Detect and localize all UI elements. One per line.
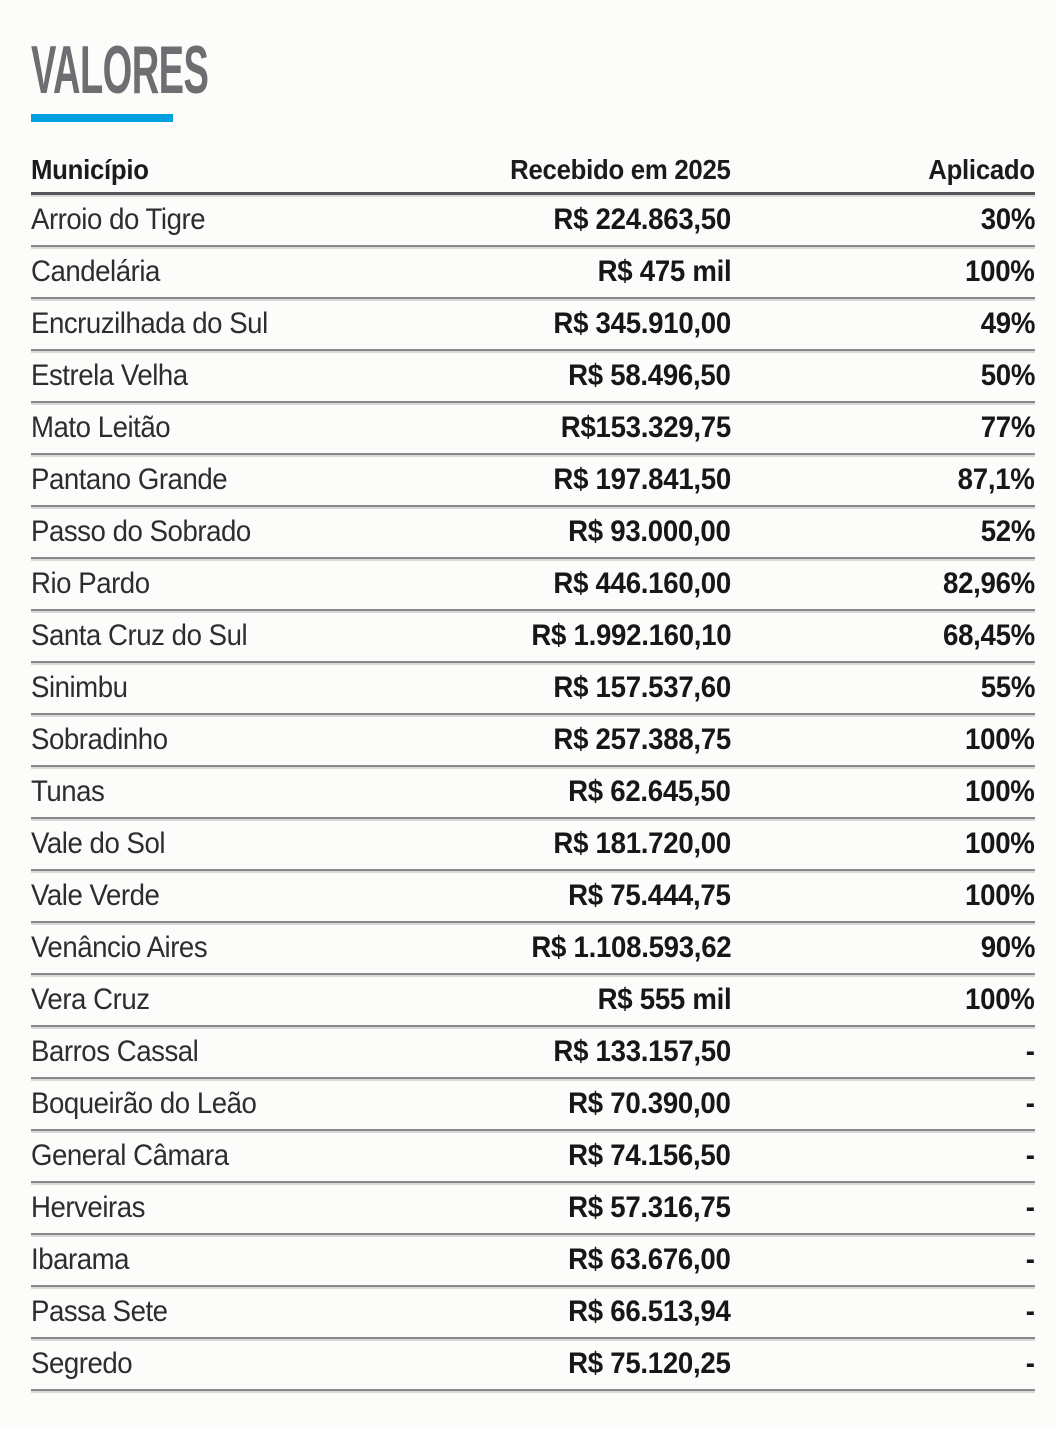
municipio-cell: Vera Cruz bbox=[31, 983, 150, 1016]
recebido-cell: R$ 70.390,00 bbox=[568, 1087, 731, 1120]
aplicado-cell: 87,1% bbox=[958, 463, 1035, 496]
municipio-cell: Vale do Sol bbox=[31, 827, 166, 860]
recebido-cell: R$ 66.513,94 bbox=[568, 1295, 731, 1328]
recebido-cell: R$ 181.720,00 bbox=[553, 827, 731, 860]
municipio-cell: Santa Cruz do Sul bbox=[31, 619, 248, 652]
recebido-cell: R$ 1.992.160,10 bbox=[531, 619, 731, 652]
table-row bbox=[31, 351, 1035, 403]
column-header-municipio: Município bbox=[31, 154, 149, 185]
table-row bbox=[31, 923, 1035, 975]
recebido-cell: R$ 58.496,50 bbox=[568, 359, 731, 392]
table-row bbox=[31, 871, 1035, 923]
page-title: VALORES bbox=[31, 32, 209, 108]
table-row bbox=[31, 1339, 1035, 1391]
municipio-cell: Segredo bbox=[31, 1347, 133, 1380]
municipio-cell: Barros Cassal bbox=[31, 1035, 199, 1068]
table-row bbox=[31, 1287, 1035, 1339]
aplicado-cell: - bbox=[1026, 1035, 1035, 1068]
valores-table bbox=[31, 144, 1035, 1391]
recebido-cell: R$ 1.108.593,62 bbox=[531, 931, 731, 964]
municipio-cell: Vale Verde bbox=[31, 879, 160, 912]
aplicado-cell: - bbox=[1026, 1243, 1035, 1276]
table-row bbox=[31, 975, 1035, 1027]
table-row bbox=[31, 1183, 1035, 1235]
table-row bbox=[31, 299, 1035, 351]
municipio-cell: Encruzilhada do Sul bbox=[31, 307, 268, 340]
aplicado-cell: 100% bbox=[965, 983, 1035, 1016]
aplicado-cell: - bbox=[1026, 1087, 1035, 1120]
table-row bbox=[31, 403, 1035, 455]
table-row bbox=[31, 767, 1035, 819]
table-row bbox=[31, 1131, 1035, 1183]
table-header-row bbox=[31, 144, 1035, 195]
table-row bbox=[31, 715, 1035, 767]
recebido-cell: R$ 345.910,00 bbox=[553, 307, 731, 340]
municipio-cell: Sinimbu bbox=[31, 671, 128, 704]
recebido-cell: R$ 63.676,00 bbox=[568, 1243, 731, 1276]
recebido-cell: R$ 75.444,75 bbox=[568, 879, 731, 912]
aplicado-cell: - bbox=[1026, 1191, 1035, 1224]
municipio-cell: Tunas bbox=[31, 775, 105, 808]
recebido-cell: R$ 74.156,50 bbox=[568, 1139, 731, 1172]
municipio-cell: Ibarama bbox=[31, 1243, 130, 1276]
aplicado-cell: 90% bbox=[980, 931, 1035, 964]
table-row bbox=[31, 507, 1035, 559]
aplicado-cell: 82,96% bbox=[943, 567, 1035, 600]
municipio-cell: Mato Leitão bbox=[31, 411, 171, 444]
column-header-recebido: Recebido em 2025 bbox=[510, 154, 731, 185]
table-row bbox=[31, 611, 1035, 663]
aplicado-cell: 100% bbox=[965, 775, 1035, 808]
table-row bbox=[31, 247, 1035, 299]
aplicado-cell: 55% bbox=[980, 671, 1035, 704]
municipio-cell: Sobradinho bbox=[31, 723, 168, 756]
municipio-cell: Passa Sete bbox=[31, 1295, 168, 1328]
aplicado-cell: 50% bbox=[980, 359, 1035, 392]
aplicado-cell: - bbox=[1026, 1347, 1035, 1380]
municipio-cell: Arroio do Tigre bbox=[31, 203, 206, 236]
recebido-cell: R$ 197.841,50 bbox=[553, 463, 731, 496]
column-header-aplicado: Aplicado bbox=[928, 154, 1035, 185]
aplicado-cell: 77% bbox=[980, 411, 1035, 444]
municipio-cell: Pantano Grande bbox=[31, 463, 228, 496]
table-row bbox=[31, 663, 1035, 715]
aplicado-cell: 100% bbox=[965, 255, 1035, 288]
aplicado-cell: 100% bbox=[965, 827, 1035, 860]
recebido-cell: R$ 57.316,75 bbox=[568, 1191, 731, 1224]
municipio-cell: Passo do Sobrado bbox=[31, 515, 251, 548]
municipio-cell: Candelária bbox=[31, 255, 160, 288]
recebido-cell: R$ 93.000,00 bbox=[568, 515, 731, 548]
aplicado-cell: 49% bbox=[980, 307, 1035, 340]
recebido-cell: R$ 446.160,00 bbox=[553, 567, 731, 600]
recebido-cell: R$ 555 mil bbox=[597, 983, 731, 1016]
table-row bbox=[31, 559, 1035, 611]
table-row bbox=[31, 1235, 1035, 1287]
recebido-cell: R$ 157.537,60 bbox=[553, 671, 731, 704]
aplicado-cell: - bbox=[1026, 1295, 1035, 1328]
aplicado-cell: 100% bbox=[965, 723, 1035, 756]
aplicado-cell: 68,45% bbox=[943, 619, 1035, 652]
title-underline bbox=[31, 114, 173, 122]
aplicado-cell: 52% bbox=[980, 515, 1035, 548]
municipio-cell: General Câmara bbox=[31, 1139, 229, 1172]
aplicado-cell: 30% bbox=[980, 203, 1035, 236]
recebido-cell: R$ 224.863,50 bbox=[553, 203, 731, 236]
table-row bbox=[31, 1079, 1035, 1131]
municipio-cell: Estrela Velha bbox=[31, 359, 188, 392]
recebido-cell: R$ 75.120,25 bbox=[568, 1347, 731, 1380]
municipio-cell: Boqueirão do Leão bbox=[31, 1087, 257, 1120]
table-row bbox=[31, 455, 1035, 507]
recebido-cell: R$ 133.157,50 bbox=[553, 1035, 731, 1068]
table-row bbox=[31, 819, 1035, 871]
table-row bbox=[31, 1027, 1035, 1079]
municipio-cell: Rio Pardo bbox=[31, 567, 150, 600]
municipio-cell: Venâncio Aires bbox=[31, 931, 208, 964]
recebido-cell: R$153.329,75 bbox=[560, 411, 731, 444]
table-row bbox=[31, 195, 1035, 247]
aplicado-cell: - bbox=[1026, 1139, 1035, 1172]
recebido-cell: R$ 475 mil bbox=[597, 255, 731, 288]
recebido-cell: R$ 257.388,75 bbox=[553, 723, 731, 756]
recebido-cell: R$ 62.645,50 bbox=[568, 775, 731, 808]
aplicado-cell: 100% bbox=[965, 879, 1035, 912]
municipio-cell: Herveiras bbox=[31, 1191, 145, 1224]
